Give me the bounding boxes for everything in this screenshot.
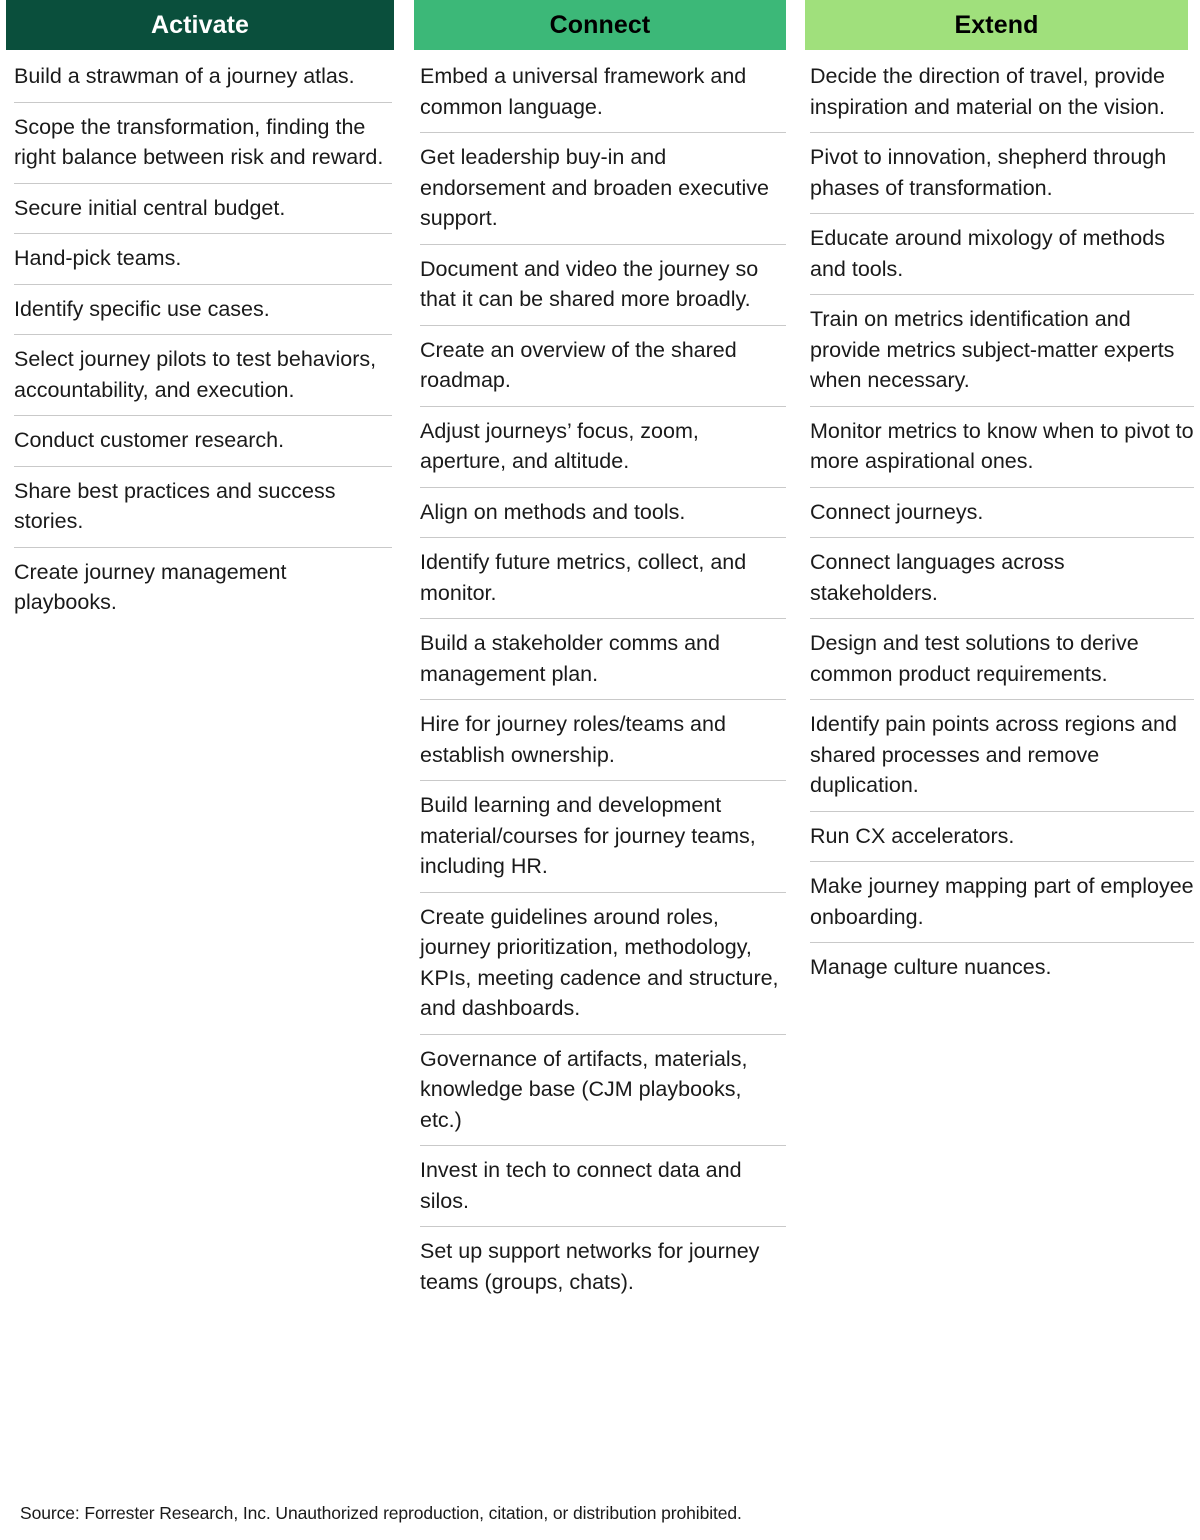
item-list-connect [420, 61, 786, 1307]
list-item: Decide the direction of travel, provide inspiration and material on the vision. [810, 64, 1165, 119]
list-item: Set up support networks for journey teams (groups, chats). [420, 1226, 786, 1307]
list-item: Hand-pick teams. [14, 233, 392, 284]
list-item: Design and test solutions to derive common product requirements. [810, 618, 1194, 699]
list-item: Document and video the journey so that it can be shared more broadly. [420, 244, 786, 325]
source-attribution: Source: Forrester Research, Inc. Unauthorized reproduction, citation, or distribution prohibited. [20, 1503, 742, 1523]
list-item: Get leadership buy-in and endorsement and broaden executive support. [420, 132, 786, 244]
column-activate [0, 0, 400, 628]
list-item: Align on methods and tools. [420, 487, 786, 538]
list-item: Create an overview of the shared roadmap. [420, 325, 786, 406]
list-item: Create guidelines around roles, journey prioritization, methodology, KPIs, meeting cadence and structure, and dashboards. [420, 892, 786, 1034]
list-item: Conduct customer research. [14, 415, 392, 466]
item-list-extend [810, 61, 1194, 993]
list-item: Educate around mixology of methods and tools. [810, 213, 1194, 294]
list-item: Connect journeys. [810, 487, 1194, 538]
list-item: Identify future metrics, collect, and monitor. [420, 537, 786, 618]
list-item: Manage culture nuances. [810, 942, 1194, 993]
list-item: Train on metrics identification and provide metrics subject-matter experts when necessary. [810, 294, 1194, 406]
list-item: Select journey pilots to test behaviors, accountability, and execution. [14, 334, 392, 415]
list-item: Invest in tech to connect data and silos. [420, 1145, 786, 1226]
list-item: Monitor metrics to know when to pivot to more aspirational ones. [810, 406, 1194, 487]
column-extend [795, 0, 1200, 993]
list-item: Make journey mapping part of employee onboarding. [810, 861, 1194, 942]
list-item: Connect languages across stakeholders. [810, 537, 1194, 618]
list-item: Run CX accelerators. [810, 811, 1194, 862]
list-item: Identify pain points across regions and shared processes and remove duplication. [810, 699, 1194, 811]
list-item: Embed a universal framework and common language. [420, 64, 747, 119]
list-item: Scope the transformation, finding the right balance between risk and reward. [14, 102, 392, 183]
list-item: Build a stakeholder comms and management plan. [420, 618, 786, 699]
list-item: Create journey management playbooks. [14, 547, 392, 628]
list-item: Build a strawman of a journey atlas. [14, 64, 355, 88]
list-item: Secure initial central budget. [14, 183, 392, 234]
column-connect [400, 0, 795, 1307]
list-item: Share best practices and success stories. [14, 466, 392, 547]
list-item: Adjust journeys’ focus, zoom, aperture, and altitude. [420, 406, 786, 487]
column-header-activate: Activate [6, 0, 394, 50]
column-header-extend: Extend [805, 0, 1188, 50]
list-item: Identify specific use cases. [14, 284, 392, 335]
item-list-activate [14, 61, 392, 628]
list-item: Build learning and development material/courses for journey teams, including HR. [420, 780, 786, 892]
list-item: Governance of artifacts, materials, knowledge base (CJM playbooks, etc.) [420, 1034, 786, 1146]
list-item: Hire for journey roles/teams and establish ownership. [420, 699, 786, 780]
list-item: Pivot to innovation, shepherd through phases of transformation. [810, 132, 1194, 213]
column-header-connect: Connect [414, 0, 786, 50]
